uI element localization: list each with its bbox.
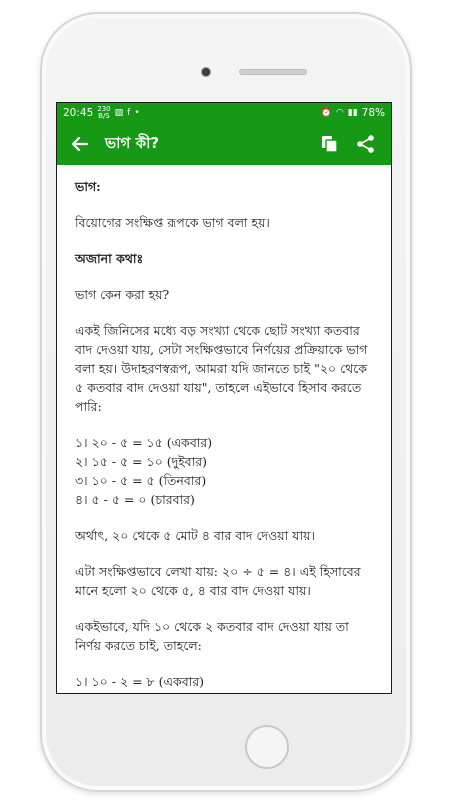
status-bar [57, 103, 391, 123]
calculation-list [75, 433, 377, 509]
calculation-step: ২। ১৫ - ৫ = ১০ (দুইবার) [75, 454, 207, 469]
definition-text: বিয়োগের সংক্ষিপ্ত রূপকে ভাগ বলা হয়। [75, 215, 270, 230]
calculation-step: ৩। ১০ - ৫ = ৫ (তিনবার) [75, 473, 207, 488]
front-camera [201, 67, 211, 77]
heading-unknown-facts: অজানা কথাঃ [75, 251, 144, 266]
app-bar [57, 123, 391, 165]
net-speed: 230 B/S [97, 105, 111, 120]
dot-icon: • [134, 108, 140, 118]
battery-percent: 78% [361, 107, 385, 119]
heading-bhag: ভাগ: [75, 179, 101, 194]
facebook-icon: f [127, 108, 131, 118]
earpiece-speaker [239, 69, 307, 75]
paragraph-4: একইভাবে, যদি ১০ থেকে ২ কতবার বাদ দেওয়া যায় তা নির্ণয় করতে চাই, তাহলে: [75, 619, 349, 653]
calculation-step-last: ১। ১০ - ২ = ৮ (একবার) [75, 674, 205, 689]
copy-icon[interactable] [315, 129, 345, 159]
article-content [57, 165, 391, 691]
arrow-left-icon[interactable] [67, 131, 93, 157]
screen [56, 102, 392, 694]
page-title: ভাগ কী? [105, 133, 160, 152]
image-notification-icon: ▨ [114, 108, 124, 118]
question-text: ভাগ কেন করা হয়? [75, 287, 170, 302]
paragraph-3: এটা সংক্ষিপ্তভাবে লেখা যায়: ২০ ÷ ৫ = ৪। এই হিসাবের মানে হলো ২০ থেকে ৫, ৪ বার বাদ দেওয়া যায়। [75, 564, 361, 598]
home-button[interactable] [245, 725, 289, 769]
paragraph-2: অর্থাৎ, ২০ থেকে ৫ মোট ৪ বার বাদ দেওয়া যায়। [75, 528, 315, 543]
share-icon[interactable] [351, 129, 381, 159]
status-time: 20:45 [63, 107, 94, 119]
paragraph-1: একই জিনিসের মধ্যে বড় সংখ্যা থেকে ছোট সংখ্যা কতবার বাদ দেওয়া যায়, সেটা সংক্ষিপ্তভাবে নির্ণয়ের প্রক্রিয়াকে ভাগ বলা হয়। উদাহরণস্বরূপ, আমরা যদি জানতে চাই "২০ থেকে ৫ কতবার বাদ দেওয়া যায়", তাহলে এইভাবে হিসাব করতে পারি: [75, 323, 368, 414]
wifi-icon: ◠ [335, 108, 344, 118]
signal-icon: ▮▮ [347, 108, 358, 118]
calculation-step: ৪। ৫ - ৫ = ০ (চারবার) [75, 492, 195, 507]
alarm-icon: ⏰ [320, 108, 332, 118]
calculation-step: ১। ২০ - ৫ = ১৫ (একবার) [75, 435, 213, 450]
